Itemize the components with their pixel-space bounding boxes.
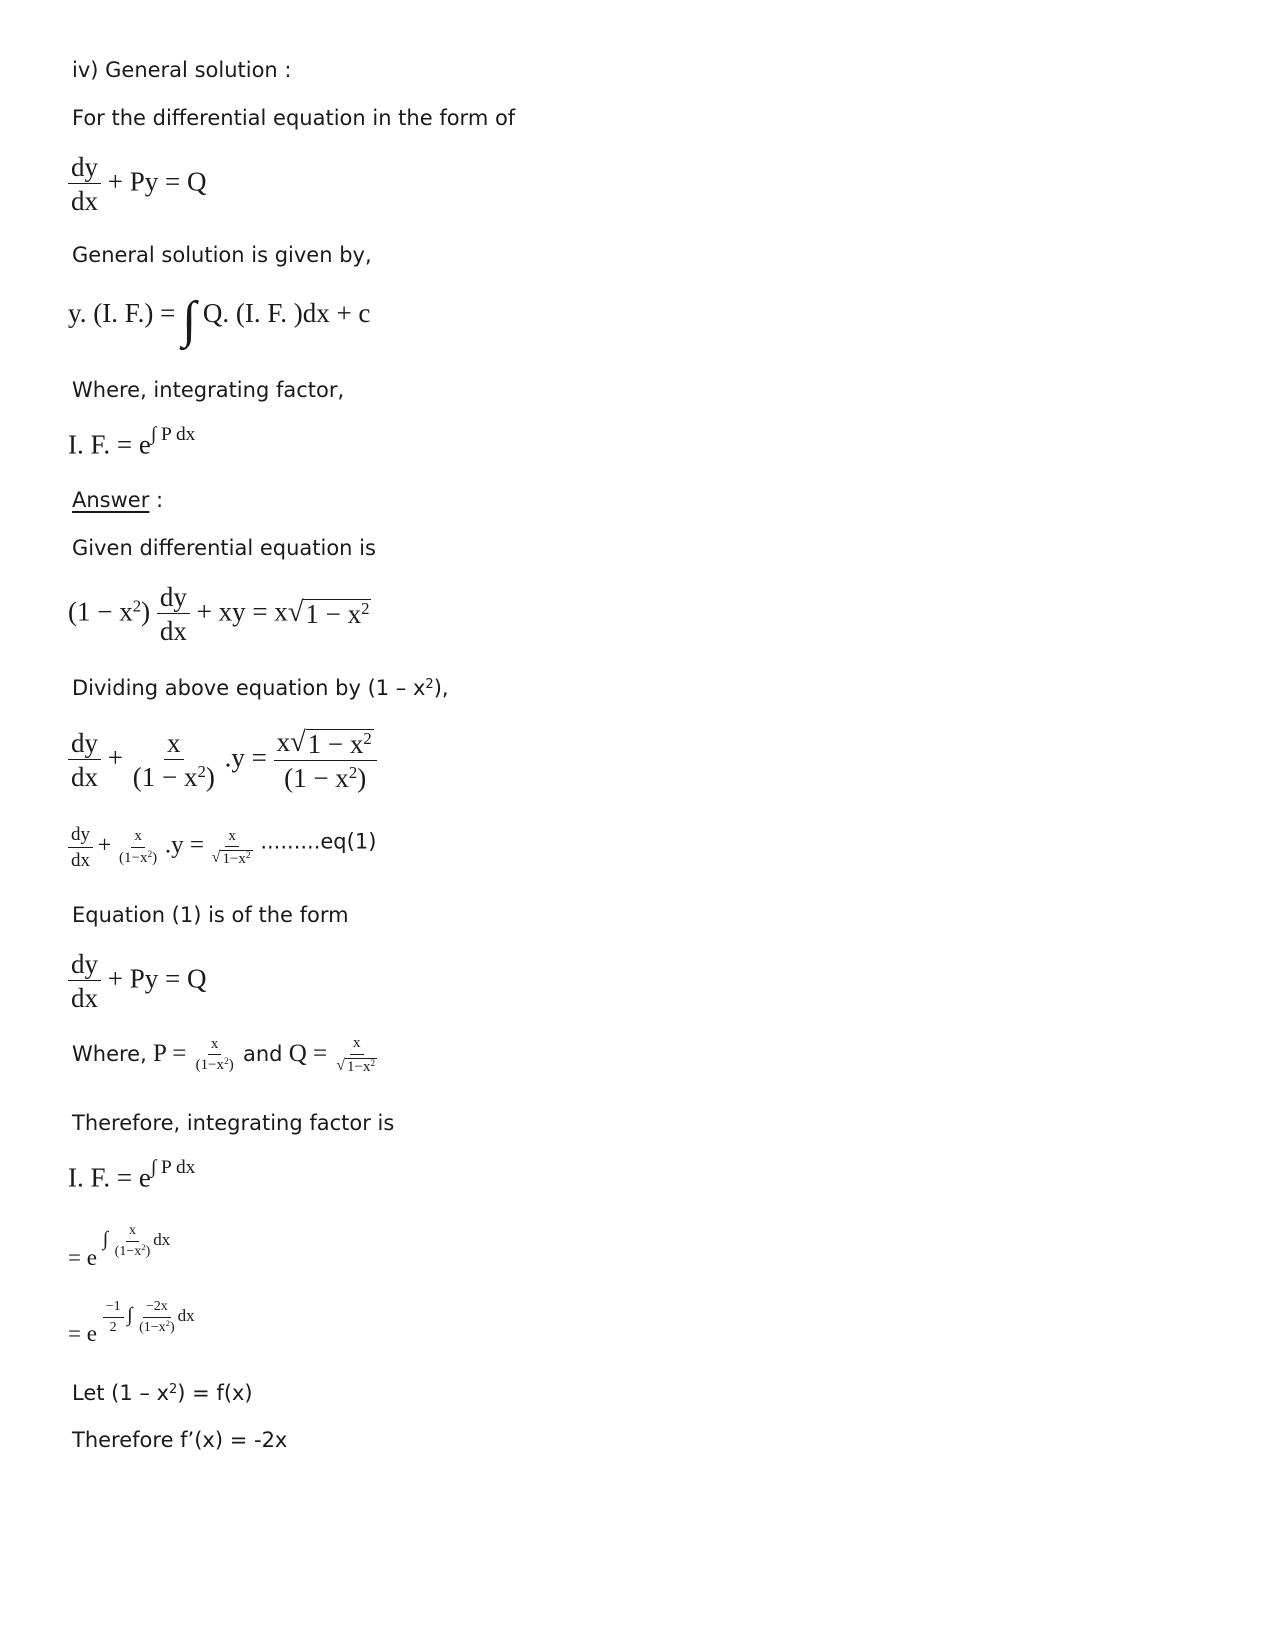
let-text: Let $(1 - x^2) = f(x)$ bbox=[72, 1381, 253, 1405]
divided-equation: $\frac{dy}{dx}$ + $\frac{x}{(1 - x^2)}$ .y = x √ $1 - x^2$ $(1 - x^2)$ bbox=[68, 728, 377, 792]
p-q-definition: Where, P = $\frac{x}{(1-x^2)}$ and Q = x √ $1-x^2$ bbox=[72, 1035, 376, 1075]
therefore-f-text: Therefore f’(x) = -2x bbox=[72, 1428, 288, 1452]
linear-de-form: $\frac{dy}{dx}$ + Py = Q bbox=[68, 153, 206, 216]
if-definition: I. F. = e∫ P dx bbox=[68, 424, 196, 460]
if-step-3: = e $\frac{-1}{2}$ ∫ $\frac{-2x}{(1-x^2)}$ dx bbox=[68, 1299, 195, 1346]
answer-label: Answer : bbox=[72, 488, 164, 512]
equation-1: $\frac{dy}{dx}$ + $\frac{x}{(1-x^2)}$ .y = x √ $1-x^2$ .........eq(1) bbox=[68, 825, 376, 871]
general-solution-text: General solution is given by, bbox=[72, 243, 372, 267]
given-equation: $(1 - x^2)$ $\frac{dy}{dx}$ + xy = x √ $1 - x^2$ bbox=[68, 582, 370, 647]
general-solution-formula: y. (I. F.) = ∫ Q. (I. F. )dx + c bbox=[68, 291, 371, 349]
where-if-text: Where, integrating factor, bbox=[72, 378, 345, 402]
intro-text: For the differential equation in the form of bbox=[72, 106, 516, 130]
linear-de-form-2: $\frac{dy}{dx}$ + Py = Q bbox=[68, 950, 206, 1013]
section-heading: iv) General solution : bbox=[72, 58, 292, 82]
eq-form-text: Equation (1) is of the form bbox=[72, 903, 349, 927]
dividing-text: Dividing above equation by $(1 - x^2)$, bbox=[72, 676, 449, 700]
if-step-2: = e ∫ $\frac{x}{(1-x^2)}$ dx bbox=[68, 1223, 171, 1270]
given-text: Given differential equation is bbox=[72, 536, 376, 560]
eq-label: .........eq(1) bbox=[260, 829, 377, 854]
therefore-if-text: Therefore, integrating factor is bbox=[72, 1111, 395, 1135]
if-step-1: I. F. = e∫ P dx bbox=[68, 1157, 196, 1193]
